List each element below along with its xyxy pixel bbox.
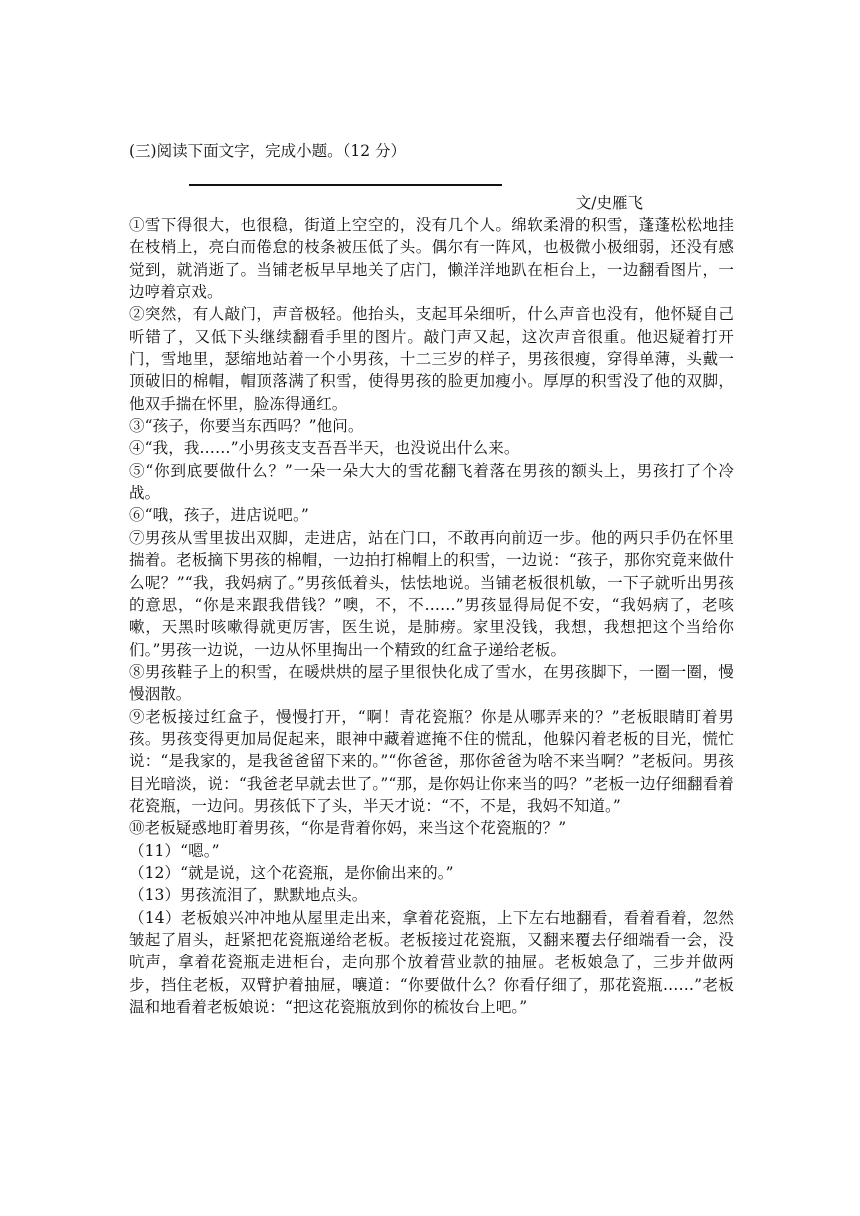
section-heading: (三)阅读下面文字，完成小题。（12 分） <box>129 142 406 160</box>
paragraph-4: ④“我，我……”小男孩支支吾吾半天，也没说出什么来。 <box>129 439 520 458</box>
article-body <box>129 214 734 1018</box>
paragraph-8: ⑧男孩鞋子上的积雪，在暖烘烘的屋子里很快化成了雪水，在男孩脚下，一圈一圈，慢慢洇散。 <box>129 662 734 704</box>
paragraph-13: （13）男孩流泪了，默默地点头。 <box>129 886 368 905</box>
paragraph-12: （12）“就是说，这个花瓷瓶，是你偷出来的。” <box>129 863 454 882</box>
paragraph-14: （14）老板娘兴冲冲地从屋里走出来，拿着花瓷瓶，上下左右地翻看，看着看着，忽然皱起了眉头，赶紧把花瓷瓶递给老板。老板接过花瓷瓶，又翻来覆去仔细端看一会，没吭声，拿着花瓷瓶走进柜台，走向那个放着营业款的抽屉。老板娘急了，三步并做两步，挡住老板，双臂护着抽屉，嚷道：“你要做什么？你看仔细了，那花瓷瓶……”老板温和地看着老板娘说：“把这花瓷瓶放到你的梳妆台上吧。” <box>129 908 734 1017</box>
author-line: 文/史雁飞 <box>575 194 643 212</box>
paragraph-10: ⑩老板疑惑地盯着男孩，“你是背着你妈，来当这个花瓷瓶的？” <box>129 819 567 838</box>
paragraph-2: ②突然，有人敲门，声音极轻。他抬头，支起耳朵细听，什么声音也没有，他怀疑自己听错了，又低下头继续翻看手里的图片。敲门声又起，这次声音很重。他迟疑着打开门，雪地里，瑟缩地站着一个小男孩，十二三岁的样子，男孩很瘦，穿得单薄，头戴一顶破旧的棉帽，帽顶落满了积雪，使得男孩的脸更加瘦小。厚厚的积雪没了他的双脚，他双手揣在怀里，脸冻得通红。 <box>129 305 734 413</box>
title-blank-line <box>189 184 502 186</box>
document-page <box>129 140 734 1018</box>
paragraph-1: ①雪下得很大，也很稳，街道上空空的，没有几个人。绵软柔滑的积雪，蓬蓬松松地挂在枝梢上，亮白而倦怠的枝条被压低了头。偶尔有一阵风，也极微小极细弱，还没有感觉到，就消逝了。当铺老板早早地关了店门，懒洋洋地趴在柜台上，一边翻看图片，一边哼着京戏。 <box>129 216 734 302</box>
paragraph-5: ⑤“你到底要做什么？”一朵一朵大大的雪花翻飞着落在男孩的额头上，男孩打了个冷战。 <box>129 461 734 503</box>
paragraph-6: ⑥“哦，孩子，进店说吧。” <box>129 506 309 525</box>
paragraph-11: （11）“嗯。” <box>129 841 220 860</box>
paragraph-9: ⑨老板接过红盒子，慢慢打开，“啊！青花瓷瓶？你是从哪弄来的？”老板眼睛盯着男孩。男孩变得更加局促起来，眼神中藏着遮掩不住的慌乱，他躲闪着老板的目光，慌忙说：“是我家的，是我爸爸留下来的。”“你爸爸，那你爸爸为啥不来当啊？”老板问。男孩目光暗淡，说：“我爸老早就去世了。”“那，是你妈让你来当的吗？”老板一边仔细翻看着花瓷瓶，一边问。男孩低下了头，半天才说：“不，不是，我妈不知道。” <box>129 707 734 815</box>
paragraph-7: ⑦男孩从雪里拔出双脚，走进店，站在门口，不敢再向前迈一步。他的两只手仍在怀里揣着。老板摘下男孩的棉帽，一边拍打棉帽上的积雪，一边说：“孩子，那你究竟来做什么呢？”“我，我妈病了。”男孩低着头，怯怯地说。当铺老板很机敏，一下子就听出男孩的意思，“你是来跟我借钱？”噢，不，不……”男孩显得局促不安，“我妈病了，老咳嗽，天黑时咳嗽得就更厉害，医生说，是肺痨。家里没钱，我想，我想把这个当给你们。”男孩一边说，一边从怀里掏出一个精致的红盒子递给老板。 <box>129 528 734 659</box>
paragraph-3: ③“孩子，你要当东西吗？”他问。 <box>129 417 364 436</box>
